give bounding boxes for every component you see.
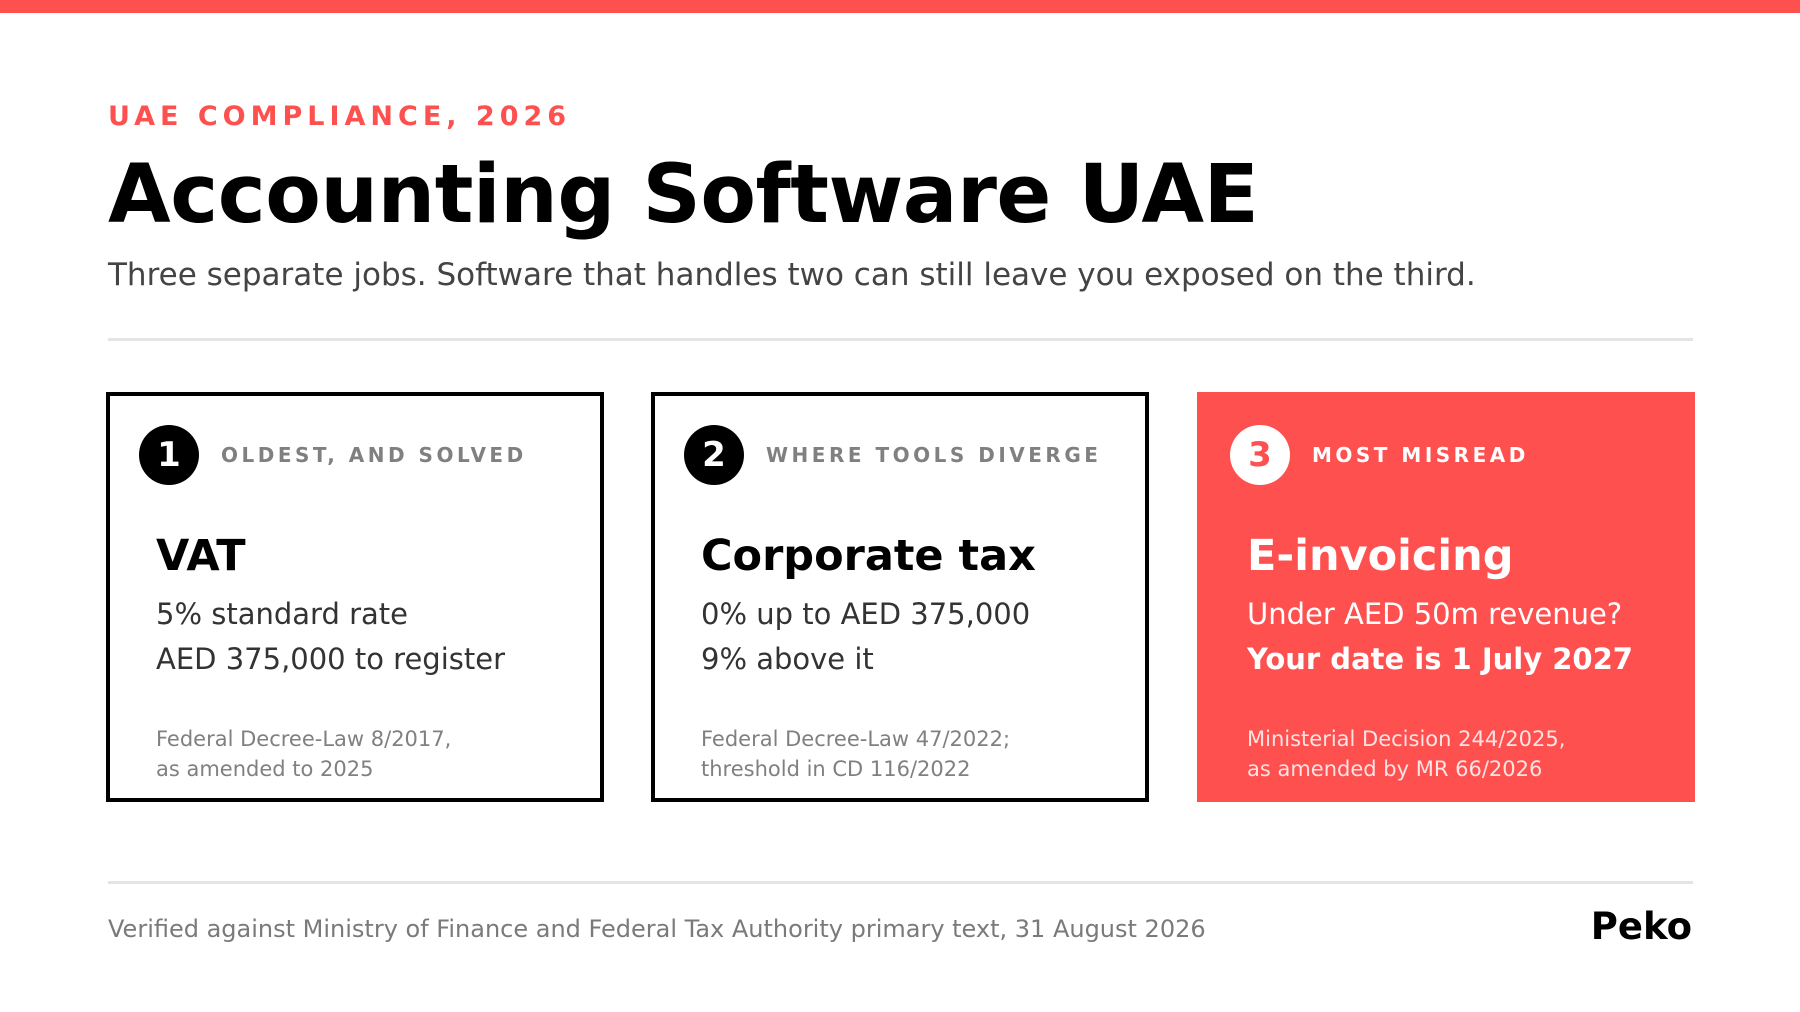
card-detail-1: Under AED 50m revenue? bbox=[1247, 597, 1623, 631]
card-title: E-invoicing bbox=[1247, 531, 1514, 581]
card-detail-1: 5% standard rate bbox=[156, 597, 408, 631]
card-source-line-1: Federal Decree-Law 47/2022; bbox=[701, 727, 1011, 751]
card-kicker: WHERE TOOLS DIVERGE bbox=[766, 443, 1102, 467]
card-detail-2: Your date is 1 July 2027 bbox=[1247, 642, 1633, 676]
verification-note: Verified against Ministry of Finance and Federal Tax Authority primary text, 31 August 2026 bbox=[108, 915, 1206, 943]
step-number-badge: 3 bbox=[1230, 425, 1290, 485]
card-source bbox=[1247, 724, 1565, 784]
card-source-line-1: Federal Decree-Law 8/2017, bbox=[156, 727, 452, 751]
accent-top-bar bbox=[0, 0, 1800, 13]
page-title: Accounting Software UAE bbox=[108, 148, 1259, 242]
step-number-badge: 1 bbox=[139, 425, 199, 485]
card-title: VAT bbox=[156, 531, 246, 581]
card-source-line-2: as amended by MR 66/2026 bbox=[1247, 757, 1543, 781]
brand-logo: Peko bbox=[1590, 905, 1692, 948]
card-e-invoicing bbox=[1197, 392, 1695, 802]
card-vat bbox=[106, 392, 604, 802]
card-title: Corporate tax bbox=[701, 531, 1036, 581]
top-divider bbox=[108, 338, 1693, 341]
step-number-badge: 2 bbox=[684, 425, 744, 485]
card-source-line-2: threshold in CD 116/2022 bbox=[701, 757, 971, 781]
eyebrow-label: UAE COMPLIANCE, 2026 bbox=[108, 101, 572, 132]
card-detail-2: 9% above it bbox=[701, 642, 874, 676]
card-detail-2: AED 375,000 to register bbox=[156, 642, 506, 676]
card-kicker: OLDEST, AND SOLVED bbox=[221, 443, 527, 467]
page-subtitle: Three separate jobs. Software that handles two can still leave you exposed on the third. bbox=[108, 257, 1476, 293]
card-detail-1: 0% up to AED 375,000 bbox=[701, 597, 1031, 631]
card-kicker: MOST MISREAD bbox=[1312, 443, 1529, 467]
card-corporate-tax bbox=[651, 392, 1149, 802]
card-source-line-2: as amended to 2025 bbox=[156, 757, 374, 781]
card-source-line-1: Ministerial Decision 244/2025, bbox=[1247, 727, 1566, 751]
card-source bbox=[156, 724, 451, 784]
card-source bbox=[701, 724, 1010, 784]
bottom-divider bbox=[108, 881, 1693, 884]
